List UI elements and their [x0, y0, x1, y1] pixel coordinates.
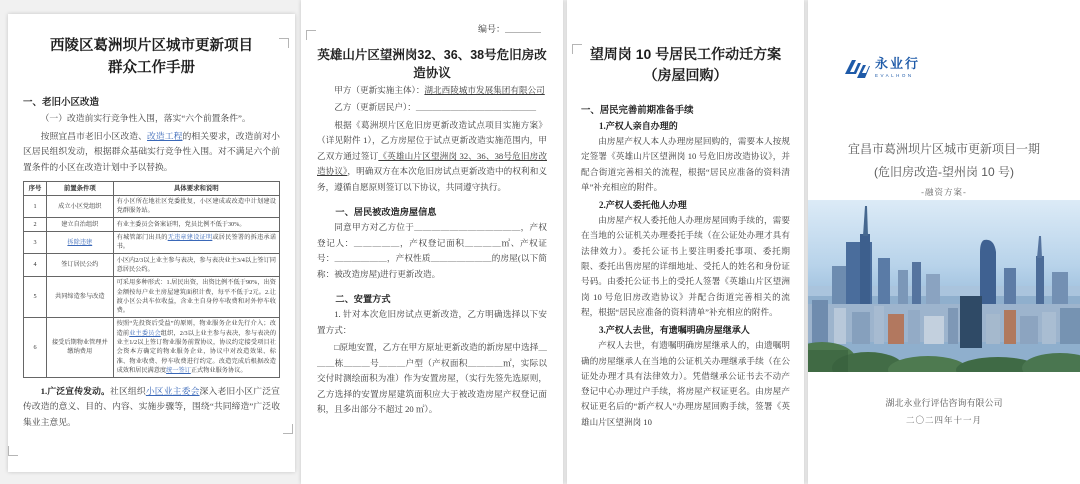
row-num: 4 [24, 254, 47, 277]
row-item: 成立小区党组织 [47, 195, 114, 218]
owners-committee-link[interactable]: 业主委员会 [129, 329, 161, 337]
col-header-item: 前置条件项 [47, 182, 114, 196]
text-run: 按照宜昌市老旧小区改造、 [40, 130, 148, 141]
row-num: 6 [24, 317, 47, 377]
company-logo [844, 58, 920, 80]
title-line-1: 西陵区葛洲坝片区城市更新项目 [50, 38, 253, 54]
table-row [24, 317, 280, 377]
text-run: 根据《葛洲坝片区危旧房更新改造试点项目实施方案》（详见附件 1），乙方房屋位于试点更新改造实施范围内，甲乙双方通过签订 [317, 119, 547, 161]
paragraph: 产权人去世，有遗嘱明确房屋继承人的，由遗嘱明确的房屋继承人在当地的公证机关办理继承手续（在公证处办理才具有法律效力）。凭借继承公证书去不动产登记中心办理过户手续，将房屋产权证更名。由房屋产权证更名后的“新产权人”办理房屋回购手续，签署《英雄山片区望洲岗 10 [581, 340, 790, 427]
party-b-blank: ＿＿＿＿＿＿＿＿＿＿＿＿＿＿ [415, 102, 537, 113]
logo-chinese-name: 永业行 [875, 57, 921, 72]
renovation-project-link[interactable]: 改造工程 [147, 130, 183, 141]
paragraph [23, 384, 280, 430]
table-row [24, 276, 280, 317]
cover-title [808, 138, 1080, 184]
paragraph [317, 118, 547, 195]
subsection-heading: 2.产权人委托他人办理 [599, 200, 687, 211]
house-info-paragraph: 同意甲方对乙方位于＿＿＿＿＿＿＿＿＿＿＿＿，产权登记人：＿＿＿＿＿，产权登记面积＿＿＿＿㎡、产权证号：＿＿＿＿＿＿，产权性质＿＿＿＿＿＿＿的房屋(以下简称：被改造房屋)进行更新改造。 [317, 222, 547, 279]
title-line-1: 望周岗 10 号居民工作动迁方案 [589, 46, 782, 62]
text-run: 组织，2/3以上业主参与表决，参与表决的业主1/2以上签订物业服务前置协议，协议约定接受项目社会资本方确定的物业服务企业，协议中对改造效果、标准、物业收费、停车收费进行约定。改造完成后根据改造成效和居民满意度 [116, 329, 277, 374]
table-row [24, 254, 280, 277]
section-heading: 二、安置方式 [335, 294, 391, 305]
crop-mark [572, 44, 582, 54]
demolition-link[interactable]: 拆除违建 [47, 231, 114, 254]
crop-mark [283, 424, 293, 434]
party-b-line [317, 100, 547, 115]
logo-text-block [875, 58, 920, 78]
subsection-heading: 3.产权人去世，有遗嘱明确房屋继承人 [599, 325, 750, 336]
title-line-2: （房屋回购） [643, 67, 728, 83]
table-row [24, 231, 280, 254]
page-title: 英雄山片区望洲岗32、36、38号危旧房改造协议 [317, 48, 547, 80]
page-title [23, 36, 280, 80]
text-run: 原地安置，乙方在甲方原址更新改造的新房屋中选择＿＿＿栋＿＿＿号＿＿＿户型（产权面积＿＿＿＿㎡，实际以交付时测绘面积为准）作为安置房屋，（实行先签先选原则，乙方选择的安置房屋建筑面积应大于被改造房屋产权登记面积，且多出部分不超过 20 ㎡）。 [317, 342, 547, 414]
row-desc: 有小区所在地社区党委批复，小区建成或改造中计划建设党群服务站。 [113, 195, 279, 218]
company-name: 湖北永业行评估咨询有限公司 [885, 398, 1003, 408]
relocation-plan-page [567, 0, 804, 484]
row-num: 3 [24, 231, 47, 254]
text-run: 正式物业服务协议。 [190, 366, 247, 374]
document-date: 二〇二四年十一月 [905, 415, 982, 425]
col-header-desc: 具体要求和说明 [113, 182, 279, 196]
agreement-reference: 《英雄山片区望洲岗 32、36、38号危旧房改造协议》 [317, 150, 547, 177]
row-desc: 有业主委员会备案证明，党员比例不低于30%。 [113, 218, 279, 231]
cityscape-photo [808, 200, 1080, 372]
paragraph: （一）改造前实行竞争性入围，落实“六个前置条件”。 [40, 112, 251, 123]
crop-mark [306, 30, 316, 40]
table-row [24, 195, 280, 218]
row-item: 共同缔造参与改造 [47, 276, 114, 317]
section-heading: 一、居民被改造房屋信息 [335, 207, 437, 218]
section-heading: 一、老旧小区改造 [23, 97, 100, 108]
title-line-1: 宜昌市葛洲坝片区城市更新项目一期 [847, 142, 1040, 156]
row-desc [113, 317, 279, 377]
paragraph: 1. 针对本次危旧房试点更新改造，乙方明确选择以下安置方式： [317, 309, 547, 335]
cover-subtitle: -融资方案- [921, 187, 967, 197]
section-heading: 一、居民完善前期准备手续 [581, 106, 694, 116]
row-num: 1 [24, 195, 47, 218]
agreement-page [301, 0, 563, 484]
text-run: 或居民签署的拆违承诺书。 [116, 234, 277, 251]
unified-signing-link[interactable]: 统一签订 [166, 366, 191, 374]
handbook-page [8, 14, 295, 472]
resettlement-option [317, 340, 547, 417]
table-header-row [24, 182, 280, 196]
preconditions-table [23, 181, 280, 378]
text-run: 深入老旧小区广泛宣传改造的意义、目的、内容、实施步骤等，围绕“共同缔造”广泛收集业主意见。 [23, 385, 280, 427]
text-run: 有城管部门出具的 [116, 234, 168, 242]
paragraph: 由房屋产权人本人办理房屋回购的，需要本人按规定签署《英雄山片区望洲岗 10 号危旧房改造协议》，并配合街道完善相关的流程，根据“居民应准备的资料清单”补充相应的附件。 [581, 136, 790, 192]
text-run: 按照“先投资后受益”的原则，物业服务企业先行介入；改造前 [116, 320, 276, 337]
logo-latin-name: EVALHON [875, 73, 914, 79]
table-row [24, 218, 280, 231]
page-title [581, 44, 790, 86]
party-a-value: 湖北西陵城市发展集团有限公司 [424, 85, 545, 95]
number-label: 编号： [477, 24, 505, 34]
text-run: 甲方（更新实施主体）： [334, 85, 425, 95]
owners-committee-link[interactable]: 小区业主委会 [145, 385, 200, 396]
text-run: 乙方（更新居民户）： [334, 102, 416, 113]
row-item: 签订居民公约 [47, 254, 114, 277]
text-run: ，明确双方在本次危旧房试点更新改造中的权利和义务，遵循自愿原则签订以下协议，共同遵守执行。 [317, 166, 547, 192]
text-run: 1.广泛宣传发动。 [40, 385, 111, 396]
title-line-2: (危旧房改造-望州岗 10 号) [873, 164, 1014, 179]
checkbox-glyph[interactable]: □ [334, 342, 340, 353]
row-desc [113, 231, 279, 254]
number-blank: ＿＿＿＿ [504, 24, 541, 34]
yongyehang-logo-icon [844, 58, 870, 80]
no-illegal-construction-link[interactable]: 无违章建设证明 [167, 234, 213, 242]
row-desc: 小区内2/3以上业主参与表决，参与表决业主3/4以上签订同意居民公约。 [113, 254, 279, 277]
row-desc: 可采用多种形式：1.居民出资，出资比例不低于90%，出资金额按每户业主房屋建筑面积计费，每平不低于2元。2.让渡小区公共车位收益，含业主自身停车收费和对外停车收费。 [113, 276, 279, 317]
title-line-2: 群众工作手册 [108, 59, 195, 76]
text-run: 的相关要求，改造前对小区居民组织发动，根据群众基础实行竞争性入围。对不满足六个前置条件的小区在改造计划中予以替换。 [23, 130, 280, 172]
party-a-line [317, 83, 547, 98]
row-num: 2 [24, 218, 47, 231]
document-number [317, 22, 541, 35]
row-item: 建立自治组织 [47, 218, 114, 231]
text-run: 社区组织 [110, 385, 146, 396]
crop-mark [8, 446, 18, 456]
col-header-index: 序号 [24, 182, 47, 196]
crop-mark [279, 38, 289, 48]
financing-cover-page [808, 0, 1080, 484]
row-item: 接受后期物业管理并缴纳费用 [47, 317, 114, 377]
subsection-heading: 1.产权人亲自办理的 [599, 121, 678, 131]
paragraph [23, 129, 280, 175]
row-num: 5 [24, 276, 47, 317]
paragraph: 由房屋产权人委托他人办理房屋回购手续的，需要在当地的公证机关办理委托手续（在公证处办理才具有法律效力）。委托公证书上要注明委托事项、委托期限、委托出售房屋的详细地址、受托人的姓名和身份证号码。由委托公证书上的受托人签署《英雄山片区望洲岗 10 号危旧房改造协议》并配合街道完善相关的流程，根据“居民应准备的资料清单”补充相应的附件。 [581, 215, 790, 317]
